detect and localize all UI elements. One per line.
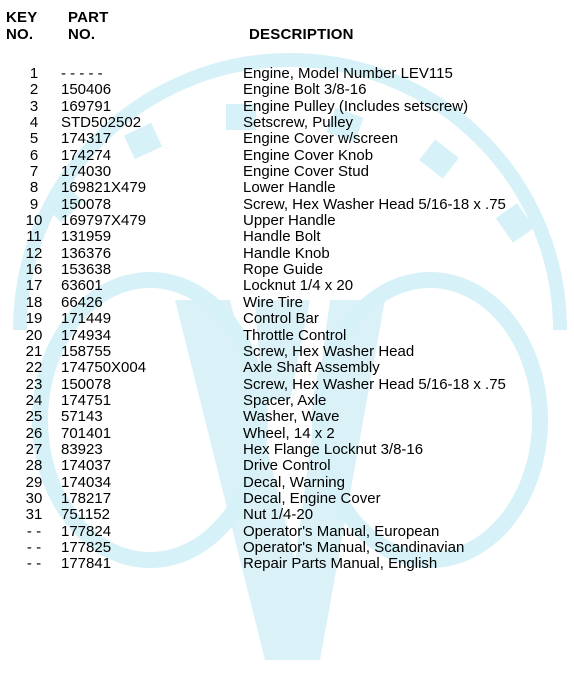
key-number: 18: [25, 293, 43, 311]
table-row: [0, 180, 574, 196]
key-number: 29: [25, 473, 43, 491]
table-row: [0, 524, 574, 540]
key-number: 1: [29, 65, 39, 82]
header-key-number: [6, 9, 37, 43]
part-description: Engine, Model Number LEV115: [243, 65, 453, 82]
part-number: 57143: [61, 408, 103, 426]
key-number: 23: [25, 375, 43, 393]
table-row: [0, 328, 574, 344]
part-number: 169797X479: [61, 212, 147, 230]
table-row: [0, 377, 574, 393]
part-number: 177841: [61, 555, 112, 573]
part-number: 136376: [61, 244, 112, 262]
part-description: Control Bar: [243, 310, 319, 328]
key-number: 26: [25, 424, 43, 442]
part-description: Decal, Engine Cover: [243, 489, 381, 507]
parts-list: [0, 66, 574, 573]
part-description: Screw, Hex Washer Head 5/16-18 x .75: [243, 195, 506, 213]
table-row: [0, 131, 574, 147]
key-number: 19: [25, 310, 43, 328]
key-number: 7: [29, 163, 39, 181]
table-row: [0, 213, 574, 229]
table-row: [0, 409, 574, 425]
table-row: [0, 278, 574, 294]
part-number: STD502502: [61, 114, 142, 132]
key-number: 12: [25, 244, 43, 262]
table-row: [0, 164, 574, 180]
part-number: 169791: [61, 97, 112, 115]
table-row: [0, 442, 574, 458]
table-row: [0, 311, 574, 327]
key-number: 31: [25, 506, 43, 524]
table-row: [0, 458, 574, 474]
part-number: 177825: [61, 538, 112, 556]
part-description: Locknut 1/4 x 20: [243, 277, 354, 295]
part-description: Engine Bolt 3/8-16: [243, 81, 367, 99]
key-number: 3: [29, 97, 39, 115]
key-number: 10: [25, 212, 43, 230]
key-number: 6: [29, 146, 39, 164]
key-number: 24: [25, 391, 43, 409]
part-number: 150406: [61, 81, 112, 99]
table-row: [0, 197, 574, 213]
part-number: 131959: [61, 228, 112, 246]
part-description: Engine Cover Knob: [243, 146, 374, 164]
header-part-line2: NO.: [68, 26, 96, 43]
header-description: DESCRIPTION: [249, 26, 354, 43]
key-number: 30: [25, 489, 43, 507]
table-row: [0, 229, 574, 245]
part-number: 83923: [61, 440, 103, 458]
part-description: Handle Knob: [243, 244, 330, 262]
part-description: Screw, Hex Washer Head: [243, 342, 415, 360]
part-number: 177824: [61, 522, 112, 540]
header-part-number: [68, 9, 109, 43]
part-number: 171449: [61, 310, 112, 328]
part-number: 174751: [61, 391, 112, 409]
part-number: 174037: [61, 457, 112, 475]
part-description: Throttle Control: [243, 326, 347, 344]
table-row: [0, 82, 574, 98]
key-number: 25: [25, 408, 43, 426]
table-row: [0, 360, 574, 376]
table-row: [0, 344, 574, 360]
key-number: 20: [25, 326, 43, 344]
part-number: - - - - -: [61, 65, 103, 82]
table-row: [0, 426, 574, 442]
key-number: 17: [25, 277, 43, 295]
part-description: Setscrew, Pulley: [243, 114, 354, 132]
part-number: 63601: [61, 277, 103, 295]
table-row: [0, 66, 574, 82]
part-number: 174317: [61, 130, 112, 148]
part-description: Screw, Hex Washer Head 5/16-18 x .75: [243, 375, 506, 393]
part-description: Axle Shaft Assembly: [243, 359, 380, 377]
part-number: 178217: [61, 489, 112, 507]
part-number: 169821X479: [61, 179, 147, 197]
part-number: 701401: [61, 424, 112, 442]
part-description: Engine Pulley (Includes setscrew): [243, 97, 469, 115]
part-number: 174274: [61, 146, 112, 164]
part-description: Decal, Warning: [243, 473, 345, 491]
part-number: 174750X004: [61, 359, 147, 377]
table-row: [0, 262, 574, 278]
key-number: 2: [29, 81, 39, 99]
key-number: 22: [25, 359, 43, 377]
part-number: 150078: [61, 195, 112, 213]
part-number: 174034: [61, 473, 112, 491]
key-number: 9: [29, 195, 39, 213]
key-number: 11: [26, 228, 42, 246]
key-number: 5: [29, 130, 39, 148]
part-description: Operator's Manual, Scandinavian: [243, 538, 465, 556]
table-row: [0, 491, 574, 507]
part-description: Engine Cover Stud: [243, 163, 369, 181]
part-number: 66426: [61, 293, 103, 311]
part-description: Hex Flange Locknut 3/8-16: [243, 440, 424, 458]
key-number: 27: [25, 440, 43, 458]
key-number: 21: [25, 342, 43, 360]
header-part-line1: PART: [68, 9, 109, 26]
part-description: Wire Tire: [243, 293, 303, 311]
header-key-line1: KEY: [6, 9, 38, 26]
part-description: Upper Handle: [243, 212, 336, 230]
table-row: [0, 507, 574, 523]
table-row: [0, 115, 574, 131]
part-number: 153638: [61, 261, 112, 279]
key-number: - -: [26, 522, 42, 540]
table-row: [0, 475, 574, 491]
part-number: 150078: [61, 375, 112, 393]
key-number: 8: [29, 179, 39, 197]
part-number: 751152: [61, 506, 110, 524]
part-description: Drive Control: [243, 457, 331, 475]
part-number: 158755: [61, 342, 112, 360]
part-description: Repair Parts Manual, English: [243, 555, 438, 573]
part-description: Lower Handle: [243, 179, 336, 197]
key-number: - -: [26, 538, 42, 556]
table-row: [0, 246, 574, 262]
table-row: [0, 99, 574, 115]
part-description: Engine Cover w/screen: [243, 130, 399, 148]
table-row: [0, 148, 574, 164]
part-description: Nut 1/4-20: [243, 506, 314, 524]
header-key-line2: NO.: [6, 26, 34, 43]
table-row: [0, 540, 574, 556]
part-description: Spacer, Axle: [243, 391, 327, 409]
part-number: 174030: [61, 163, 112, 181]
part-description: Handle Bolt: [243, 228, 321, 246]
table-row: [0, 295, 574, 311]
key-number: 4: [29, 114, 39, 132]
key-number: - -: [26, 555, 42, 573]
part-description: Wheel, 14 x 2: [243, 424, 335, 442]
table-row: [0, 556, 574, 572]
table-row: [0, 393, 574, 409]
part-description: Washer, Wave: [243, 408, 340, 426]
key-number: 16: [25, 261, 43, 279]
part-description: Rope Guide: [243, 261, 324, 279]
part-description: Operator's Manual, European: [243, 522, 440, 540]
key-number: 28: [25, 457, 43, 475]
part-number: 174934: [61, 326, 112, 344]
